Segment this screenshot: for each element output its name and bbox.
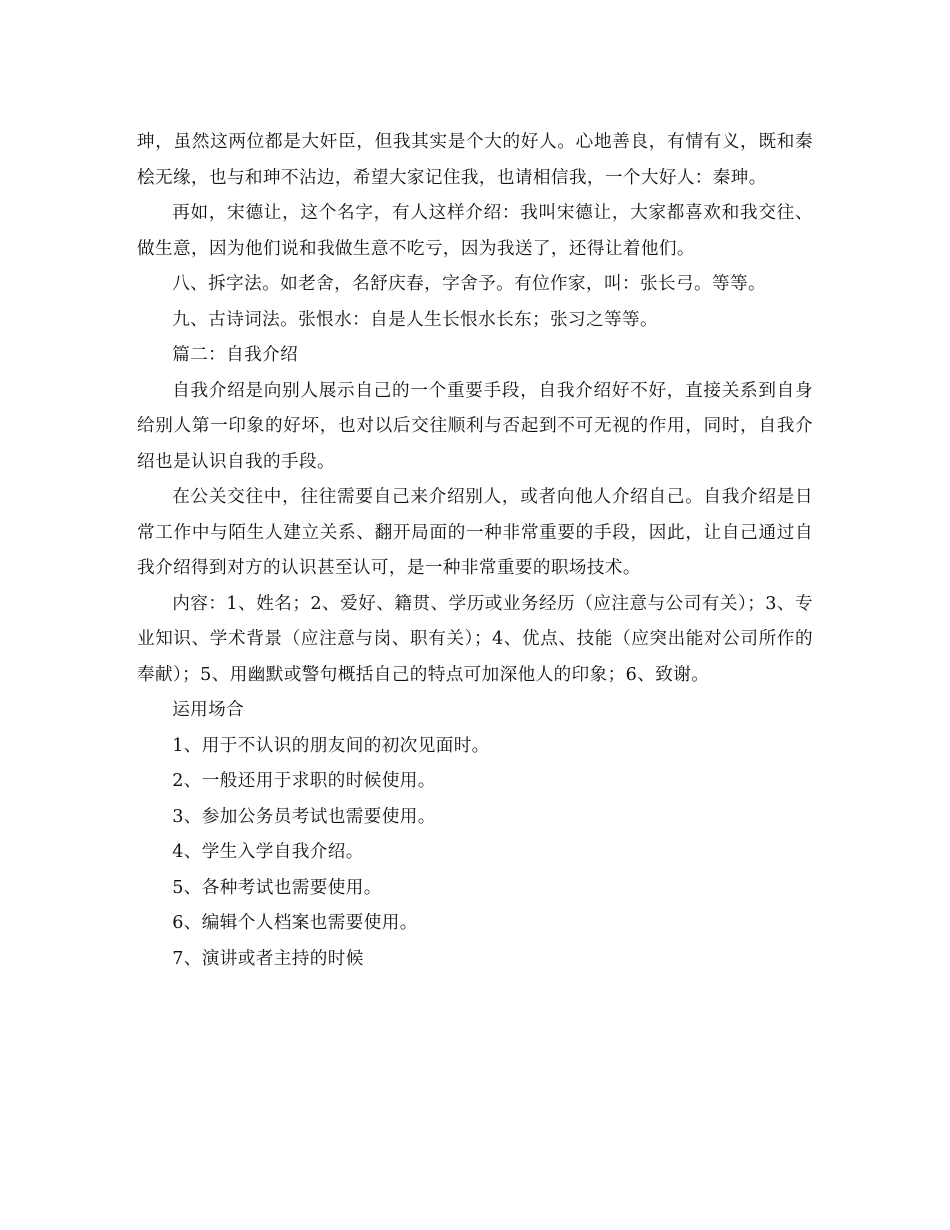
section-heading: 篇二：自我介绍 — [172, 345, 299, 365]
list-item: 4、学生入学自我介绍。 — [172, 842, 364, 862]
usage-heading: 运用场合 — [172, 700, 245, 720]
list-item: 5、各种考试也需要使用。 — [172, 877, 382, 898]
paragraph-example-song-derang: 再如，宋德让，这个名字，有人这样介绍：我叫宋德让，大家都喜欢和我交往、做生意，因为他们说和我做生意不吃亏，因为我送了，还得让着他们。 — [137, 203, 813, 259]
paragraph-method-eight: 八、拆字法。如老舍，名舒庆春，字舍予。有位作家，叫：张长弓。等等。 — [172, 274, 766, 294]
paragraph-intro-definition: 自我介绍是向别人展示自己的一个重要手段，自我介绍好不好，直接关系到自身给别人第一印象的好坏，也对以后交往顺利与否起到不可无视的作用，同时，自我介绍也是认识自我的手段。 — [137, 380, 813, 472]
paragraph-method-nine: 九、古诗词法。张恨水：自是人生长恨水长东；张习之等等。 — [172, 309, 659, 330]
list-item: 6、编辑个人档案也需要使用。 — [172, 913, 418, 933]
paragraph-intro-workplace: 在公关交往中，往往需要自己来介绍别人，或者向他人介绍自己。自我介绍是日常工作中与陌生人建立关系、翻开局面的一种非常重要的手段，因此，让自己通过自我介绍得到对方的认识甚至认可，是一种非常重要的职场技术。 — [137, 487, 813, 578]
list-item: 3、参加公务员考试也需要使用。 — [172, 806, 436, 827]
document-body — [137, 125, 813, 977]
paragraph-continuation: 珅，虽然这两位都是大奸臣，但我其实是个大的好人。心地善良，有情有义，既和秦桧无缘，也与和珅不沾边，希望大家记住我，也请相信我，一个大好人：秦珅。 — [137, 132, 813, 188]
list-item: 2、一般还用于求职的时候使用。 — [172, 771, 436, 791]
list-item: 1、用于不认识的朋友间的初次见面时。 — [172, 735, 490, 756]
list-item: 7、演讲或者主持的时候 — [172, 948, 364, 969]
paragraph-intro-content: 内容：1、姓名；2、爱好、籍贯、学历或业务经历（应注意与公司有关）；3、专业知识、学术背景（应注意与岗、职有关）；4、优点、技能（应突出能对公司所作的奉献）；5、用幽默或警句概括自己的特点可加深他人的印象；6、致谢。 — [137, 593, 813, 685]
